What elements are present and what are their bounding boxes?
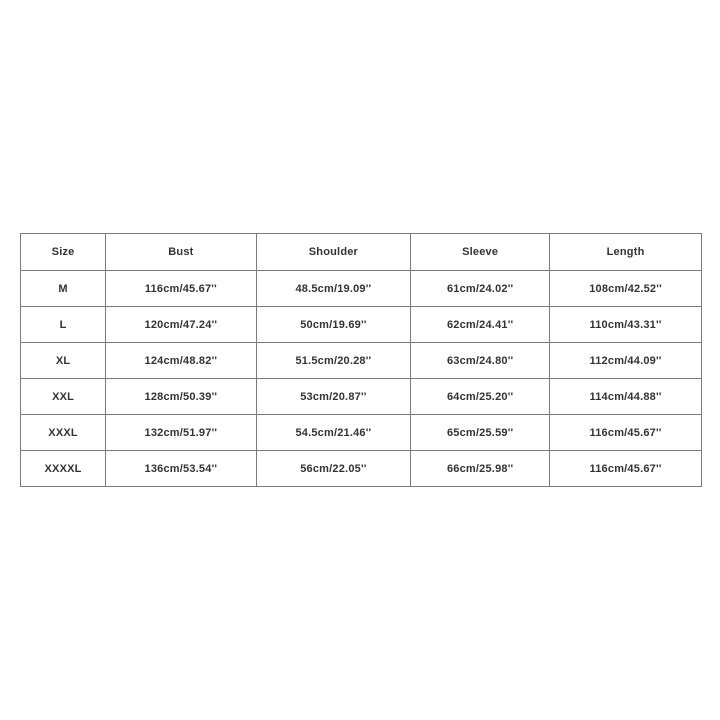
cell-size: XXL bbox=[21, 379, 106, 415]
column-header-shoulder: Shoulder bbox=[256, 234, 411, 271]
cell-sleeve: 66cm/25.98'' bbox=[411, 451, 550, 487]
cell-length: 116cm/45.67'' bbox=[550, 451, 702, 487]
column-header-sleeve: Sleeve bbox=[411, 234, 550, 271]
cell-shoulder: 56cm/22.05'' bbox=[256, 451, 411, 487]
cell-shoulder: 51.5cm/20.28'' bbox=[256, 343, 411, 379]
cell-bust: 124cm/48.82'' bbox=[106, 343, 257, 379]
cell-size: M bbox=[21, 271, 106, 307]
cell-bust: 136cm/53.54'' bbox=[106, 451, 257, 487]
cell-shoulder: 50cm/19.69'' bbox=[256, 307, 411, 343]
cell-length: 112cm/44.09'' bbox=[550, 343, 702, 379]
size-chart-table bbox=[20, 233, 702, 487]
cell-sleeve: 64cm/25.20'' bbox=[411, 379, 550, 415]
cell-sleeve: 62cm/24.41'' bbox=[411, 307, 550, 343]
cell-sleeve: 65cm/25.59'' bbox=[411, 415, 550, 451]
cell-shoulder: 53cm/20.87'' bbox=[256, 379, 411, 415]
cell-length: 116cm/45.67'' bbox=[550, 415, 702, 451]
cell-bust: 120cm/47.24'' bbox=[106, 307, 257, 343]
cell-length: 114cm/44.88'' bbox=[550, 379, 702, 415]
cell-size: XXXL bbox=[21, 415, 106, 451]
column-header-size: Size bbox=[21, 234, 106, 271]
table-row-m bbox=[21, 271, 702, 307]
cell-bust: 128cm/50.39'' bbox=[106, 379, 257, 415]
table-row-xl bbox=[21, 343, 702, 379]
cell-length: 108cm/42.52'' bbox=[550, 271, 702, 307]
cell-sleeve: 61cm/24.02'' bbox=[411, 271, 550, 307]
column-header-bust: Bust bbox=[106, 234, 257, 271]
table-row-l bbox=[21, 307, 702, 343]
cell-shoulder: 54.5cm/21.46'' bbox=[256, 415, 411, 451]
table-row-xxxxl bbox=[21, 451, 702, 487]
table-row-xxl bbox=[21, 379, 702, 415]
column-header-length: Length bbox=[550, 234, 702, 271]
table-header-row bbox=[21, 234, 702, 271]
cell-bust: 116cm/45.67'' bbox=[106, 271, 257, 307]
cell-size: XL bbox=[21, 343, 106, 379]
cell-length: 110cm/43.31'' bbox=[550, 307, 702, 343]
cell-shoulder: 48.5cm/19.09'' bbox=[256, 271, 411, 307]
cell-sleeve: 63cm/24.80'' bbox=[411, 343, 550, 379]
table-row-xxxl bbox=[21, 415, 702, 451]
cell-bust: 132cm/51.97'' bbox=[106, 415, 257, 451]
cell-size: XXXXL bbox=[21, 451, 106, 487]
cell-size: L bbox=[21, 307, 106, 343]
